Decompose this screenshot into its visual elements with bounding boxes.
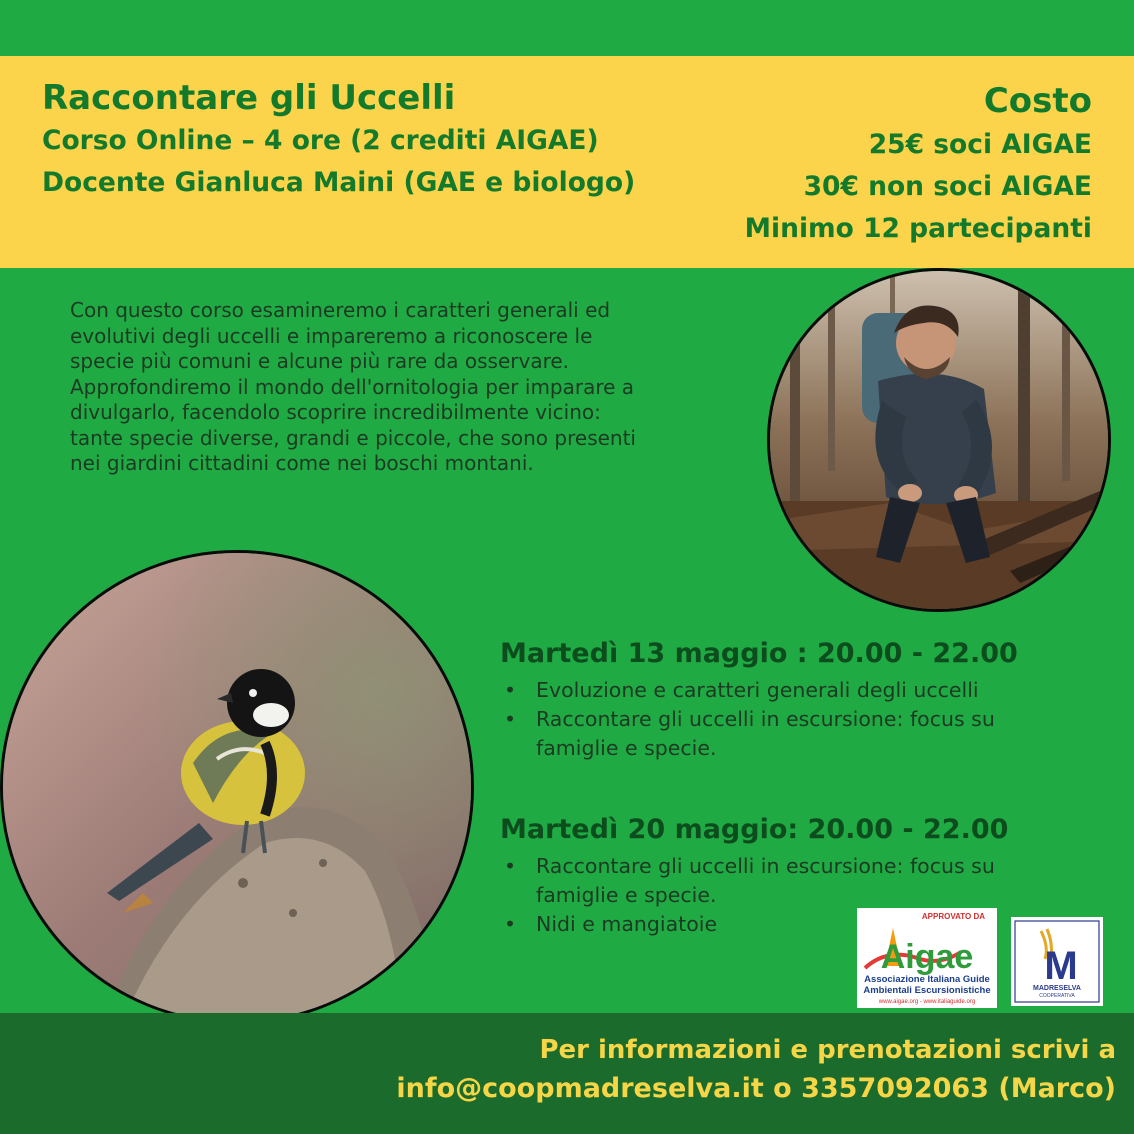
list-item: [500, 910, 1100, 939]
minimum-participants: Minimo 12 partecipanti: [744, 213, 1092, 244]
bullet-icon: •: [504, 912, 517, 936]
aigae-approved: APPROVATO DA: [921, 912, 985, 921]
top-band: [0, 0, 1134, 56]
session-1-heading: Martedì 13 maggio : 20.00 - 22.00: [500, 638, 1018, 669]
header-band: [0, 56, 1134, 268]
list-item: [500, 852, 1100, 910]
bullet-icon: •: [504, 854, 517, 878]
session-1: [500, 636, 1100, 763]
list-item: [500, 676, 1100, 705]
aigae-sites: www.aigae.org - www.italiaguide.org: [878, 999, 976, 1005]
intro-line: Con questo corso esamineremo i caratteri generali ed: [70, 298, 611, 322]
list-item-text: Evoluzione e caratteri generali degli uccelli: [536, 678, 979, 702]
teacher-photo: [767, 268, 1111, 612]
session-2-heading: Martedì 20 maggio: 20.00 - 22.00: [500, 814, 1009, 845]
intro-line: Approfondiremo il mondo dell'ornitologia per imparare a: [70, 374, 635, 399]
intro-paragraph: [70, 298, 770, 477]
bullet-icon: •: [504, 678, 517, 702]
cost-title: Costo: [983, 81, 1092, 121]
course-info: [42, 76, 635, 204]
course-title: Raccontare gli Uccelli: [42, 78, 456, 118]
aigae-line1: Associazione Italiana Guide: [864, 974, 990, 985]
footer-band: [0, 1013, 1134, 1134]
madreselva-letter: M: [1044, 944, 1078, 988]
session-1-list: [500, 676, 1100, 763]
list-item-text: Nidi e mangiatoie: [536, 912, 718, 936]
madreselva-name: MADRESELVA: [1033, 985, 1081, 992]
madreselva-sub: COOPERATIVA: [1039, 993, 1075, 999]
bullet-icon: •: [504, 707, 517, 731]
footer-info-line: Per informazioni e prenotazioni scrivi a: [539, 1035, 1116, 1065]
course-teacher: Docente Gianluca Maini (GAE e biologo): [42, 167, 636, 198]
session-2-list: [500, 852, 1100, 939]
list-item: [500, 705, 1100, 763]
course-subtitle: Corso Online – 4 ore (2 crediti AIGAE): [42, 125, 599, 156]
session-2: [500, 812, 1100, 939]
cost-non-members: 30€ non soci AIGAE: [803, 171, 1092, 202]
madreselva-logo: [1011, 917, 1103, 1006]
intro-line: divulgarlo, facendolo scoprire incredibilmente vicino:: [70, 400, 601, 424]
intro-line: tante specie diverse, grandi e piccole, che sono presenti: [70, 425, 636, 450]
footer-contact-line: info@coopmadreselva.it o 3357092063 (Marco): [396, 1073, 1116, 1104]
list-item-text: Raccontare gli uccelli in escursione: focus su famiglie e specie.: [536, 707, 995, 760]
aigae-wordmark: Aigae: [880, 938, 974, 976]
list-item-text: Raccontare gli uccelli in escursione: focus su famiglie e specie.: [536, 854, 995, 907]
cost-info: [745, 78, 1092, 250]
intro-line: specie più comuni e alcune più rare da osservare.: [70, 349, 570, 373]
intro-line: evolutivi degli uccelli e impareremo a riconoscere le: [70, 323, 593, 348]
cost-members: 25€ soci AIGAE: [868, 129, 1092, 160]
aigae-logo: [857, 908, 997, 1008]
intro-line: nei giardini cittadini come nei boschi montani.: [70, 451, 534, 475]
aigae-line2: Ambientali Escursionistiche: [863, 985, 991, 996]
bird-photo: [0, 550, 474, 1024]
